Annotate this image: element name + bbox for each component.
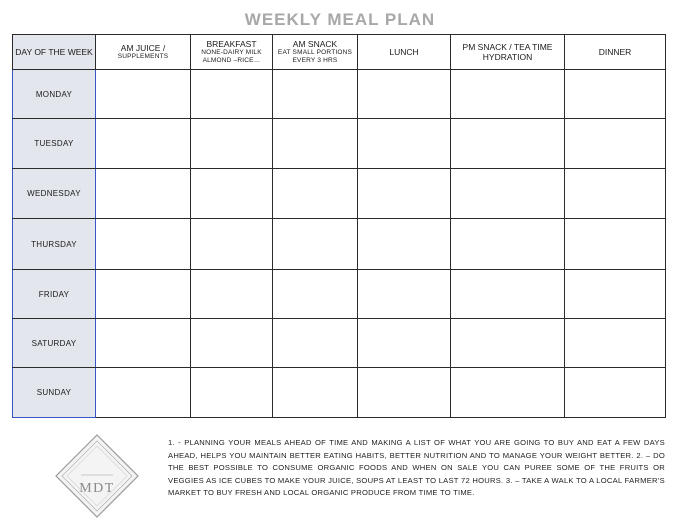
meal-planning-notes: 1. - PLANNING YOUR MEALS AHEAD OF TIME AND MAKING A LIST OF WHAT YOU ARE GOING TO BUY AND EAT A FEW DAYS AHEAD, HELPS YOU MAINTAIN BETTER EATING HABITS, BETTER NUTRITION AND TO MANAGE YOUR WEIGHT BETTER. 2. – DO THE BEST POSSIBLE TO CONSUME ORGANIC FOODS AND WHEN ON SALE YOU CAN PUREE SOME OF THE FRUITS OR VEGGIES AS ICE CUBES TO MAKE YOUR JUICE, SOUPS AT LEAST TO LAST 72 HOURS. 3. – TAKE A WALK TO A LOCAL FARMER’S MARKET TO BUY FRESH AND LOCAL ORGANIC PRODUCE FROM TIME TO TIME. <box>168 438 665 497</box>
header-row <box>13 35 666 70</box>
header-label: AM JUICE / <box>120 43 166 53</box>
meal-plan-table <box>12 34 666 418</box>
day-row <box>13 169 666 219</box>
meal-cell-am-snack[interactable] <box>273 119 358 169</box>
header-sublabel: NONE-DAIRY MILK ALMOND –RICE… <box>201 49 262 64</box>
meal-cell-pm-snack[interactable] <box>451 319 565 368</box>
header-am-snack <box>273 35 358 70</box>
meal-cell-lunch[interactable] <box>358 319 451 368</box>
meal-cell-dinner[interactable] <box>565 169 666 219</box>
meal-cell-am-juice[interactable] <box>96 219 191 270</box>
day-row <box>13 219 666 270</box>
meal-cell-pm-snack[interactable] <box>451 368 565 418</box>
day-label: FRIDAY <box>13 270 96 319</box>
header-label: PM SNACK / TEA TIME HYDRATION <box>462 42 553 62</box>
day-label: SATURDAY <box>13 319 96 368</box>
meal-cell-am-juice[interactable] <box>96 368 191 418</box>
meal-cell-pm-snack[interactable] <box>451 70 565 119</box>
meal-cell-am-snack[interactable] <box>273 319 358 368</box>
meal-cell-lunch[interactable] <box>358 270 451 319</box>
day-label: THURSDAY <box>13 219 96 270</box>
header-lunch <box>358 35 451 70</box>
mdt-logo <box>55 434 139 518</box>
meal-cell-pm-snack[interactable] <box>451 119 565 169</box>
meal-cell-am-juice[interactable] <box>96 119 191 169</box>
day-label: MONDAY <box>13 70 96 119</box>
logo-text: MDT <box>79 481 115 496</box>
day-label: SUNDAY <box>13 368 96 418</box>
header-label: AM SNACK <box>292 39 338 49</box>
meal-cell-am-juice[interactable] <box>96 319 191 368</box>
header-am-juice <box>96 35 191 70</box>
meal-cell-am-juice[interactable] <box>96 70 191 119</box>
meal-cell-breakfast[interactable] <box>191 368 273 418</box>
meal-cell-dinner[interactable] <box>565 119 666 169</box>
meal-cell-lunch[interactable] <box>358 368 451 418</box>
meal-cell-lunch[interactable] <box>358 219 451 270</box>
meal-cell-lunch[interactable] <box>358 169 451 219</box>
meal-cell-dinner[interactable] <box>565 70 666 119</box>
meal-cell-lunch[interactable] <box>358 70 451 119</box>
header-day-of-week <box>13 35 96 70</box>
meal-cell-am-juice[interactable] <box>96 270 191 319</box>
meal-cell-pm-snack[interactable] <box>451 219 565 270</box>
meal-cell-am-snack[interactable] <box>273 219 358 270</box>
header-label: DAY OF THE WEEK <box>15 47 93 57</box>
day-row <box>13 270 666 319</box>
meal-cell-am-snack[interactable] <box>273 169 358 219</box>
meal-cell-breakfast[interactable] <box>191 70 273 119</box>
meal-cell-pm-snack[interactable] <box>451 270 565 319</box>
meal-cell-pm-snack[interactable] <box>451 169 565 219</box>
meal-cell-breakfast[interactable] <box>191 270 273 319</box>
meal-cell-breakfast[interactable] <box>191 169 273 219</box>
day-label: TUESDAY <box>13 119 96 169</box>
meal-cell-breakfast[interactable] <box>191 119 273 169</box>
header-dinner <box>565 35 666 70</box>
day-row <box>13 319 666 368</box>
meal-cell-am-snack[interactable] <box>273 368 358 418</box>
meal-cell-dinner[interactable] <box>565 319 666 368</box>
meal-cell-breakfast[interactable] <box>191 219 273 270</box>
page-title: WEEKLY MEAL PLAN <box>244 10 436 29</box>
header-sublabel: SUPPLEMENTS <box>117 53 169 60</box>
meal-cell-lunch[interactable] <box>358 119 451 169</box>
day-label: WEDNESDAY <box>13 169 96 219</box>
header-label: LUNCH <box>389 47 419 57</box>
meal-cell-dinner[interactable] <box>565 368 666 418</box>
header-label: BREAKFAST <box>206 39 257 49</box>
day-row <box>13 70 666 119</box>
meal-plan-body <box>13 70 666 418</box>
header-breakfast <box>191 35 273 70</box>
meal-cell-am-snack[interactable] <box>273 270 358 319</box>
meal-cell-breakfast[interactable] <box>191 319 273 368</box>
meal-cell-am-snack[interactable] <box>273 70 358 119</box>
meal-cell-am-juice[interactable] <box>96 169 191 219</box>
header-pm-snack <box>451 35 565 70</box>
header-sublabel: EAT SMALL PORTIONS EVERY 3 HRS <box>277 49 353 64</box>
day-row <box>13 368 666 418</box>
meal-cell-dinner[interactable] <box>565 270 666 319</box>
header-label: DINNER <box>598 47 632 57</box>
meal-cell-dinner[interactable] <box>565 219 666 270</box>
day-row <box>13 119 666 169</box>
